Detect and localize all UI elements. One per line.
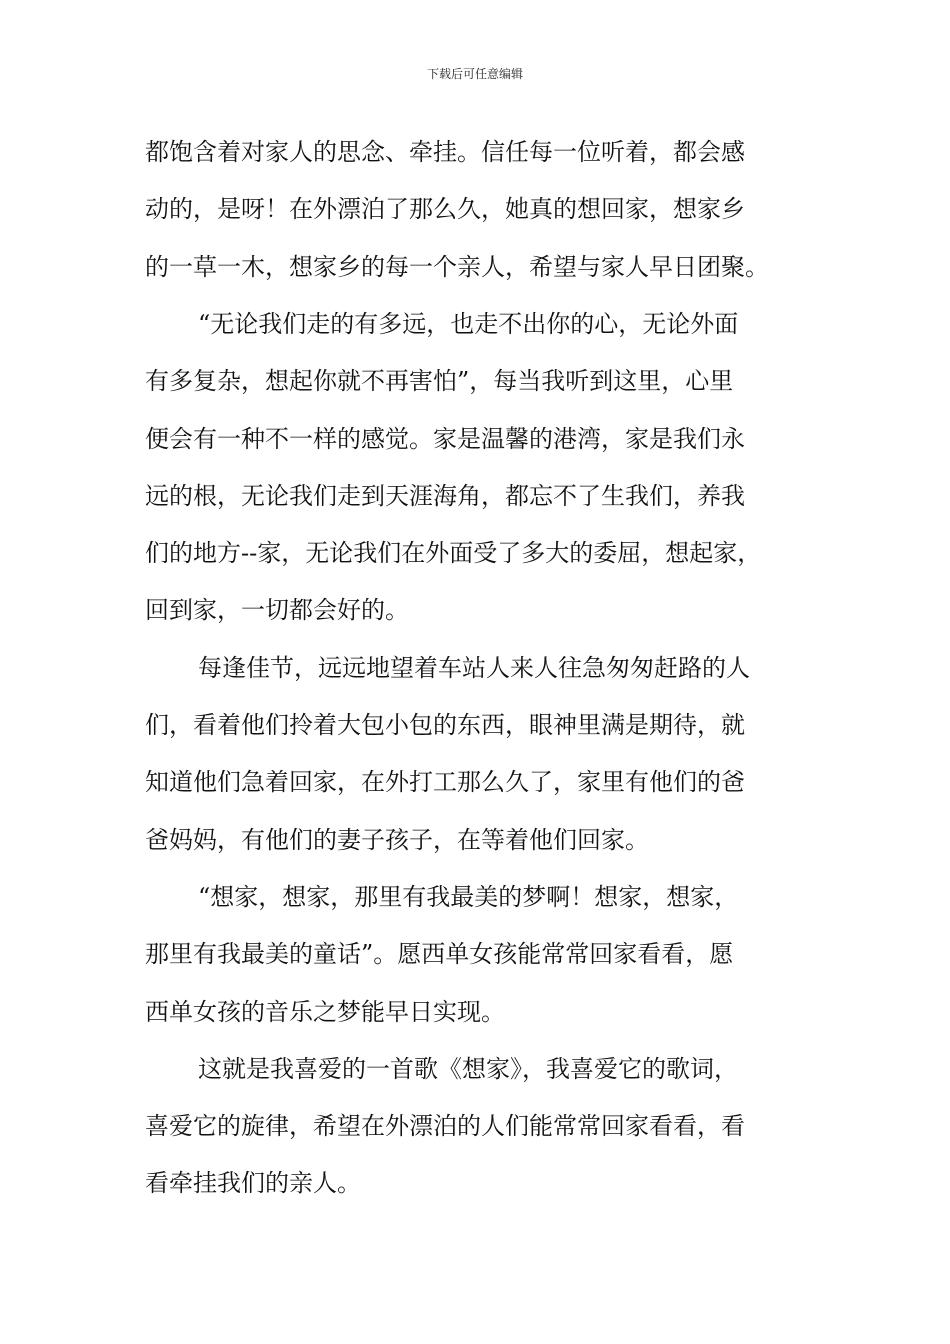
text-line: 西单女孩的音乐之梦能早日实现。 xyxy=(145,997,505,1026)
text-line: 远的根，无论我们走到天涯海角，都忘不了生我们，养我 xyxy=(145,481,745,510)
text-line: “想家，想家，那里有我最美的梦啊！想家，想家， xyxy=(198,882,739,911)
text-line: 回到家，一切都会好的。 xyxy=(145,596,409,625)
text-line: 那里有我最美的童话”。愿西单女孩能常常回家看看，愿 xyxy=(145,940,734,969)
page-header: 下载后可任意编辑 xyxy=(426,67,523,81)
text-line: 的一草一木，想家乡的每一个亲人，希望与家人早日团聚。 xyxy=(145,252,769,281)
text-line: 们的地方--家，无论我们在外面受了多大的委屈，想起家， xyxy=(145,539,762,568)
text-line: 看牵挂我们的亲人。 xyxy=(145,1169,361,1198)
text-line: 知道他们急着回家，在外打工那么久了，家里有他们的爸 xyxy=(145,768,745,797)
text-line: 都饱含着对家人的思念、牵挂。信任每一位听着，都会感 xyxy=(145,138,745,166)
text-line: 每逢佳节，远远地望着车站人来人往急匆匆赶路的人 xyxy=(198,653,750,682)
text-line: 们，看着他们拎着大包小包的东西，眼神里满是期待，就 xyxy=(145,711,745,739)
text-line: 爸妈妈，有他们的妻子孩子，在等着他们回家。 xyxy=(145,825,649,854)
text-line: 有多复杂，想起你就不再害怕”，每当我听到这里，心里 xyxy=(145,367,734,396)
text-line: 动的，是呀！在外漂泊了那么久，她真的想回家，想家乡 xyxy=(145,195,745,224)
text-line: “无论我们走的有多远，也走不出你的心，无论外面 xyxy=(198,309,739,338)
text-line: 便会有一种不一样的感觉。家是温馨的港湾，家是我们永 xyxy=(145,424,745,453)
text-line: 喜爱它的旋律，希望在外漂泊的人们能常常回家看看，看 xyxy=(145,1112,745,1141)
text-line: 这就是我喜爱的一首歌《想家》，我喜爱它的歌词， xyxy=(198,1054,738,1083)
